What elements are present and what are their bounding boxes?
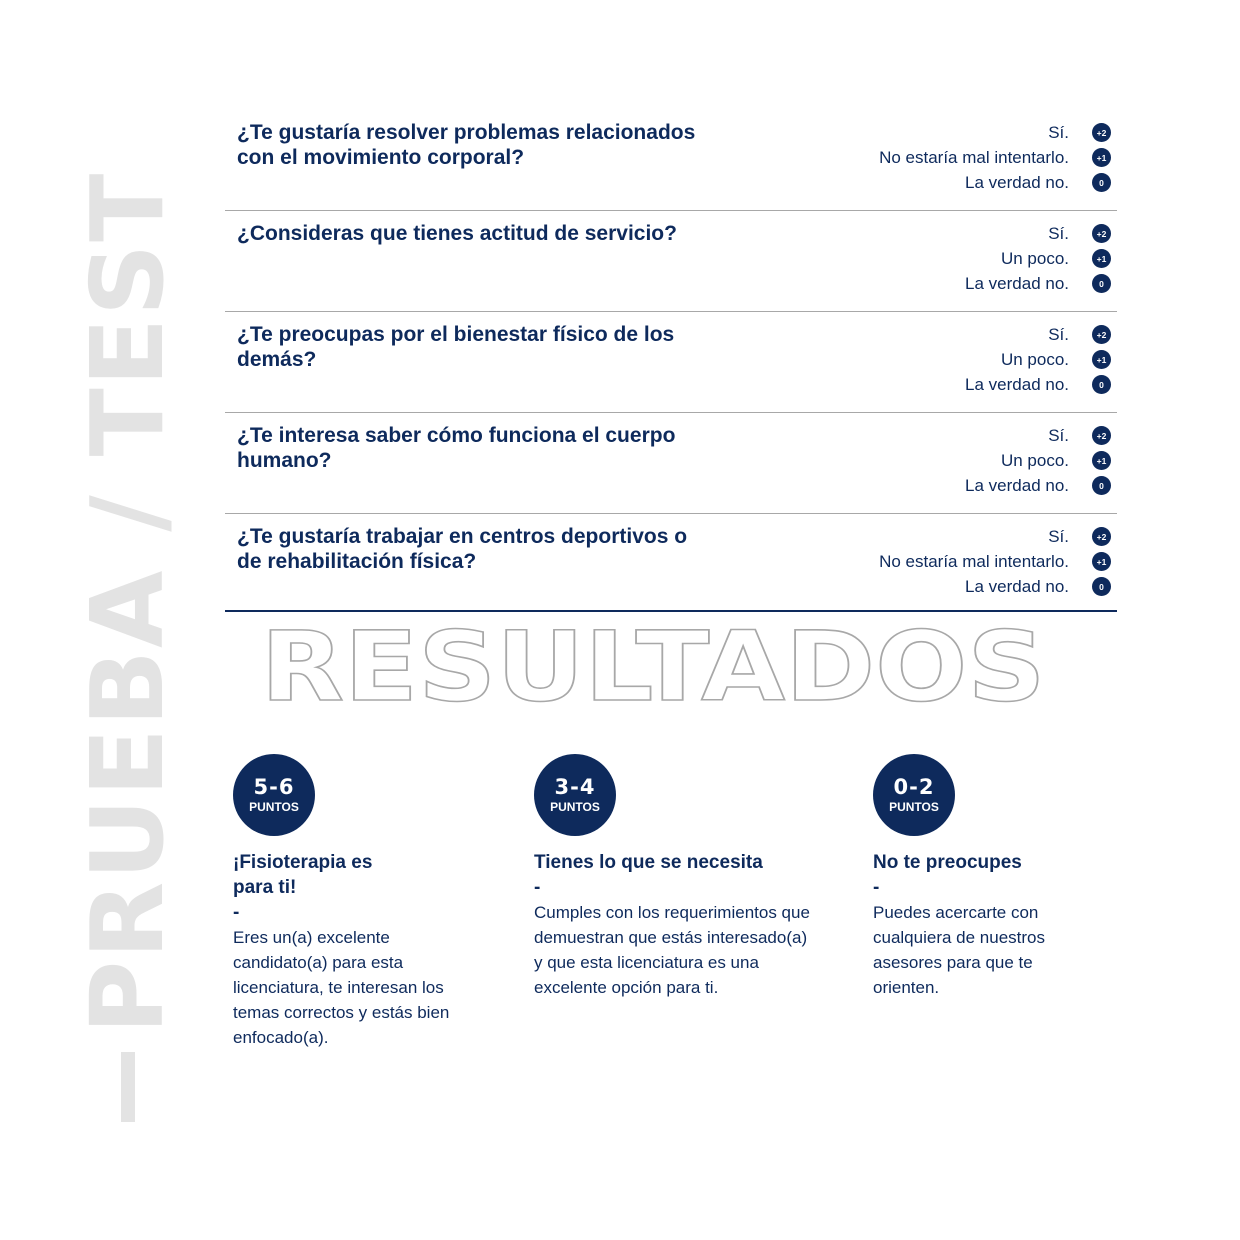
score-range: 5-6 (253, 775, 295, 799)
question-text: ¿Te preocupas por el bienestar físico de los demás? (237, 323, 675, 371)
question-options (965, 423, 1111, 498)
option-label: La verdad no. (965, 374, 1069, 394)
option (879, 145, 1111, 170)
points-badge: 0 (1092, 173, 1111, 192)
question-row (225, 112, 1117, 211)
option-label: La verdad no. (965, 172, 1069, 192)
result-dash: - (534, 877, 541, 898)
result-card (233, 754, 473, 1050)
option (965, 423, 1111, 448)
result-dash: - (873, 877, 880, 898)
side-title-text: PRUEBA / TEST (69, 171, 186, 1034)
score-range: 3-4 (554, 775, 596, 799)
option-label: Sí. (1048, 324, 1069, 344)
option-label: No estaría mal intentarlo. (879, 147, 1069, 167)
score-circle (873, 754, 955, 836)
question-options (965, 322, 1111, 397)
option-label: Sí. (1048, 526, 1069, 546)
option-label: No estaría mal intentarlo. (879, 551, 1069, 571)
result-body: Cumples con los requerimientos que demuestran que estás interesado(a) y que esta licenciatura es una excelente opción para ti. (534, 903, 810, 997)
option-label: La verdad no. (965, 475, 1069, 495)
points-badge: +2 (1092, 123, 1111, 142)
option (965, 246, 1111, 271)
question-row (225, 213, 1117, 312)
question-text: ¿Te interesa saber cómo funciona el cuerpo humano? (237, 424, 676, 472)
results-title-text: RESULTADOS (260, 620, 1046, 720)
option (965, 372, 1111, 397)
option-label: Sí. (1048, 122, 1069, 142)
result-body: Puedes acercarte con cualquiera de nuestros asesores para que te orienten. (873, 903, 1046, 997)
points-badge: 0 (1092, 577, 1111, 596)
question-list (225, 112, 1117, 614)
option-label: Sí. (1048, 425, 1069, 445)
option (879, 549, 1111, 574)
option (965, 347, 1111, 372)
option (965, 221, 1111, 246)
question-text: ¿Te gustaría trabajar en centros deportivos o de rehabilitación física? (237, 525, 688, 573)
result-dash: - (233, 902, 240, 923)
result-heading: No te preocupes (873, 852, 1022, 873)
score-unit: PUNTOS (889, 800, 939, 814)
score-circle (233, 754, 315, 836)
result-card (873, 754, 1113, 1000)
option (879, 120, 1111, 145)
question-row (225, 516, 1117, 612)
option (879, 170, 1111, 195)
option-label: Sí. (1048, 223, 1069, 243)
question-options (879, 524, 1111, 599)
points-badge: +1 (1092, 249, 1111, 268)
result-heading: ¡Fisioterapia es para ti! (233, 852, 373, 898)
score-unit: PUNTOS (550, 800, 600, 814)
points-badge: +1 (1092, 148, 1111, 167)
points-badge: +1 (1092, 451, 1111, 470)
option-label: Un poco. (1000, 248, 1069, 268)
side-title (69, 112, 186, 1122)
score-range: 0-2 (893, 775, 935, 799)
option-label: La verdad no. (965, 576, 1069, 596)
result-heading: Tienes lo que se necesita (534, 852, 763, 873)
result-body: Eres un(a) excelente candidato(a) para esta licenciatura, te interesan los temas correctos y estás bien enfocado(a). (233, 928, 450, 1047)
option-label: Un poco. (1000, 450, 1069, 470)
points-badge: +1 (1092, 350, 1111, 369)
score-circle (534, 754, 616, 836)
option (965, 271, 1111, 296)
result-card (534, 754, 834, 1000)
points-badge: +2 (1092, 224, 1111, 243)
option (965, 322, 1111, 347)
points-badge: 0 (1092, 274, 1111, 293)
score-unit: PUNTOS (249, 800, 299, 814)
points-badge: +1 (1092, 552, 1111, 571)
question-options (965, 221, 1111, 296)
points-badge: +2 (1092, 325, 1111, 344)
points-badge: 0 (1092, 476, 1111, 495)
option (879, 574, 1111, 599)
points-badge: +2 (1092, 527, 1111, 546)
points-badge: +2 (1092, 426, 1111, 445)
option (965, 448, 1111, 473)
option (879, 524, 1111, 549)
question-text: ¿Te gustaría resolver problemas relacionados con el movimiento corporal? (237, 121, 696, 169)
option (965, 473, 1111, 498)
question-text: ¿Consideras que tienes actitud de servicio? (237, 222, 677, 245)
side-title-rule (121, 1052, 135, 1122)
points-badge: 0 (1092, 375, 1111, 394)
option-label: La verdad no. (965, 273, 1069, 293)
option-label: Un poco. (1000, 349, 1069, 369)
results-title (253, 620, 1053, 720)
question-row (225, 314, 1117, 413)
question-options (879, 120, 1111, 195)
question-row (225, 415, 1117, 514)
